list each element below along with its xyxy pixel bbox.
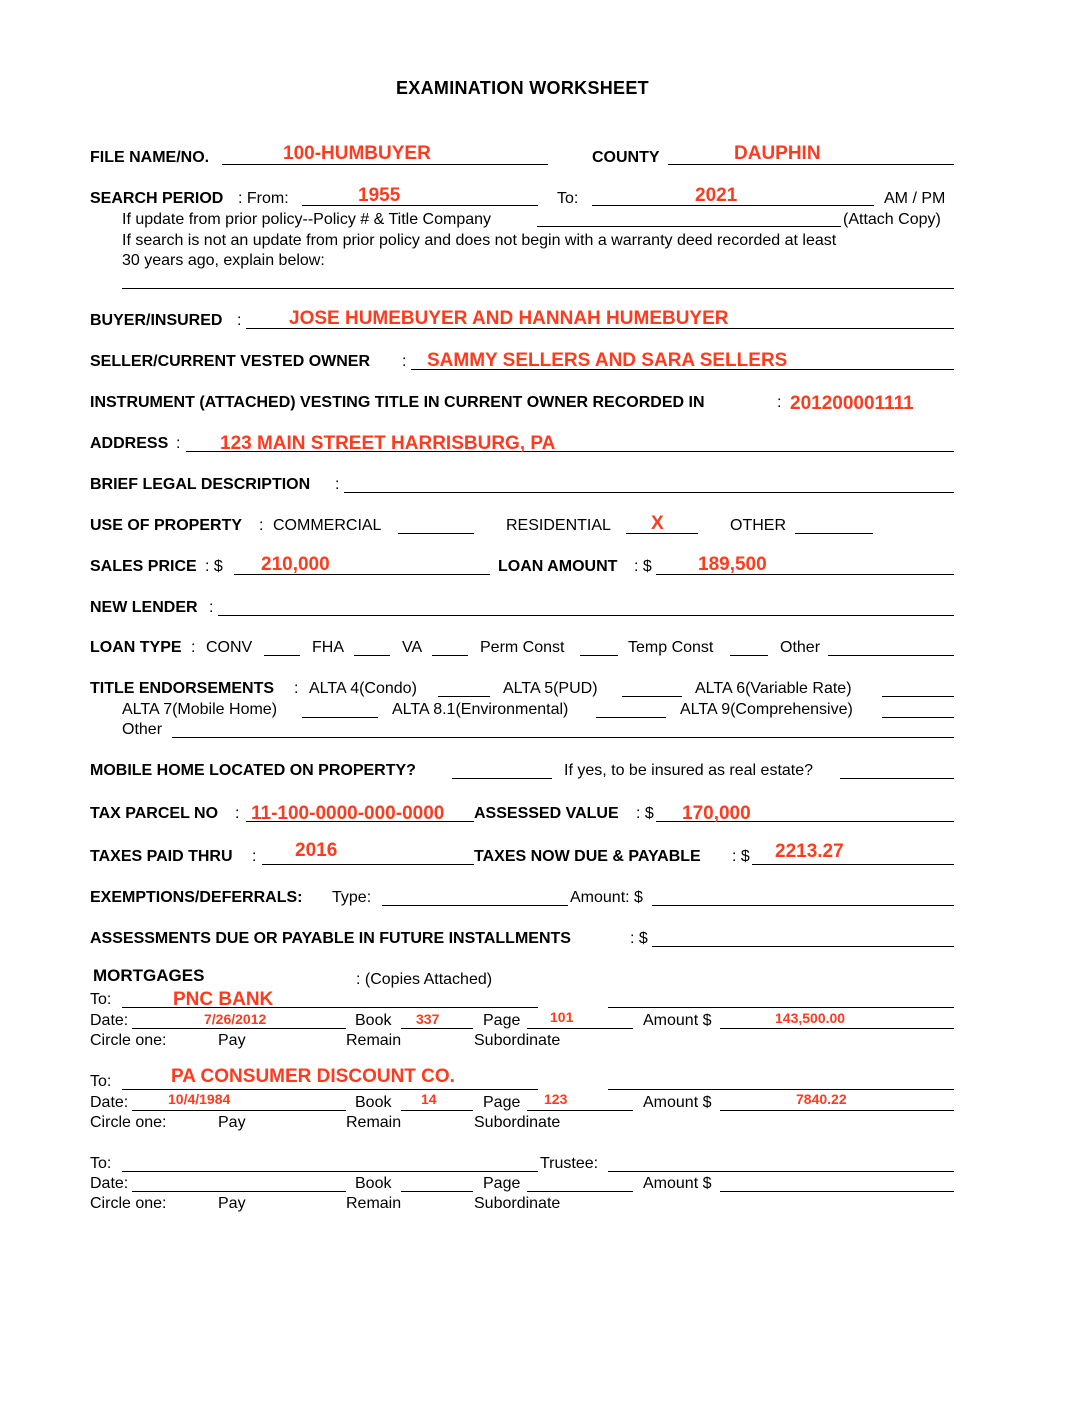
m2-remain-option[interactable]: Remain xyxy=(346,1114,402,1131)
assessments-line[interactable] xyxy=(652,946,954,947)
file-name-label: FILE NAME/NO. xyxy=(90,149,210,166)
m3-to-label: To: xyxy=(90,1155,112,1172)
search-from-label: : From: xyxy=(238,190,289,207)
m3-date-label: Date: xyxy=(90,1175,129,1192)
assessments-label: ASSESSMENTS DUE OR PAYABLE IN FUTURE INSTALLMENTS xyxy=(90,930,571,947)
m1-book-label: Book xyxy=(355,1012,392,1029)
residential-label: RESIDENTIAL xyxy=(506,517,611,534)
m3-page-line[interactable] xyxy=(527,1191,633,1192)
loan-type-colon: : xyxy=(191,639,196,656)
taxes-due-line xyxy=(752,864,954,865)
alta7-label: ALTA 7(Mobile Home) xyxy=(122,701,278,718)
temp-const-line[interactable] xyxy=(730,655,768,656)
m3-pay-option[interactable]: Pay xyxy=(218,1195,246,1212)
loan-amount-dollar: : $ xyxy=(634,558,652,575)
taxes-due-value[interactable]: 2213.27 xyxy=(775,841,844,862)
new-lender-label: NEW LENDER xyxy=(90,599,198,616)
m1-book-line xyxy=(401,1028,473,1029)
perm-const-line[interactable] xyxy=(580,655,618,656)
m2-pay-option[interactable]: Pay xyxy=(218,1114,246,1131)
buyer-label: BUYER/INSURED xyxy=(90,312,223,329)
m1-pay-option[interactable]: Pay xyxy=(218,1032,246,1049)
va-line[interactable] xyxy=(432,655,468,656)
use-colon: : xyxy=(259,517,264,534)
alta5-label: ALTA 5(PUD) xyxy=(503,680,598,697)
assessed-value[interactable]: 170,000 xyxy=(682,803,751,824)
m2-amount-line xyxy=(720,1110,954,1111)
m2-trustee-line[interactable] xyxy=(608,1089,954,1090)
endorsements-colon: : xyxy=(294,680,299,697)
m1-amount-label: Amount $ xyxy=(643,1012,712,1029)
legal-label: BRIEF LEGAL DESCRIPTION xyxy=(90,476,311,493)
instrument-colon: : xyxy=(777,394,782,411)
buyer-value[interactable]: JOSE HUMEBUYER AND HANNAH HUMEBUYER xyxy=(289,308,729,329)
seller-value[interactable]: SAMMY SELLERS AND SARA SELLERS xyxy=(427,350,788,371)
m1-page-label: Page xyxy=(483,1012,521,1029)
endorse-other-line[interactable] xyxy=(172,737,954,738)
exemptions-type-label: Type: xyxy=(332,889,372,906)
m3-circle-label: Circle one: xyxy=(90,1195,167,1212)
sales-price-label: SALES PRICE xyxy=(90,558,197,575)
commercial-line[interactable] xyxy=(398,533,474,534)
m3-amount-line[interactable] xyxy=(720,1191,954,1192)
page-title: EXAMINATION WORKSHEET xyxy=(396,78,649,98)
perm-const-label: Perm Const xyxy=(480,639,565,656)
m2-to-label: To: xyxy=(90,1073,112,1090)
m2-book-value[interactable]: 14 xyxy=(421,1091,437,1107)
m2-date-label: Date: xyxy=(90,1094,129,1111)
m2-date-value[interactable]: 10/4/1984 xyxy=(168,1091,231,1107)
search-from-line xyxy=(302,205,538,206)
fha-label: FHA xyxy=(312,639,344,656)
address-colon: : xyxy=(176,435,181,452)
explain-text-2: 30 years ago, explain below: xyxy=(122,252,325,269)
residential-mark[interactable]: X xyxy=(651,513,664,534)
seller-label: SELLER/CURRENT VESTED OWNER xyxy=(90,353,371,370)
taxes-due-dollar: : $ xyxy=(732,848,750,865)
tax-parcel-value[interactable]: 11-100-0000-000-0000 xyxy=(251,803,445,824)
loan-type-label: LOAN TYPE xyxy=(90,639,182,656)
alta4-line[interactable] xyxy=(438,696,490,697)
explain-line xyxy=(122,288,954,289)
mortgages-label: MORTGAGES xyxy=(93,966,205,985)
m3-book-label: Book xyxy=(355,1175,392,1192)
exemptions-amount-line[interactable] xyxy=(652,905,954,906)
m2-amount-label: Amount $ xyxy=(643,1094,712,1111)
m3-amount-label: Amount $ xyxy=(643,1175,712,1192)
mobile-home-label: MOBILE HOME LOCATED ON PROPERTY? xyxy=(90,762,416,779)
county-label: COUNTY xyxy=(592,149,660,166)
m1-page-line xyxy=(527,1028,633,1029)
explain-text-1: If search is not an update from prior policy and does not begin with a warranty deed recorded at least xyxy=(122,232,837,249)
instrument-label: INSTRUMENT (ATTACHED) VESTING TITLE IN CURRENT OWNER RECORDED IN xyxy=(90,394,705,411)
m1-page-value[interactable]: 101 xyxy=(550,1009,574,1025)
tax-parcel-label: TAX PARCEL NO xyxy=(90,805,219,822)
taxes-paid-label: TAXES PAID THRU xyxy=(90,848,233,865)
attach-copy-text: (Attach Copy) xyxy=(843,211,941,228)
search-to-value[interactable]: 2021 xyxy=(695,185,738,206)
taxes-due-label: TAXES NOW DUE & PAYABLE xyxy=(474,848,701,865)
policy-line xyxy=(537,226,841,227)
address-value[interactable]: 123 MAIN STREET HARRISBURG, PA xyxy=(220,433,556,454)
sales-price-dollar: : $ xyxy=(205,558,223,575)
update-prior-text: If update from prior policy--Policy # & Title Company xyxy=(122,211,492,228)
alta4-label: ALTA 4(Condo) xyxy=(309,680,417,697)
new-lender-line[interactable] xyxy=(218,615,954,616)
am-pm-label: AM / PM xyxy=(884,190,946,207)
file-name-value[interactable]: 100-HUMBUYER xyxy=(283,143,431,164)
m2-subordinate-option[interactable]: Subordinate xyxy=(474,1114,561,1131)
exemptions-type-line[interactable] xyxy=(382,905,568,906)
va-label: VA xyxy=(402,639,423,656)
m1-amount-line xyxy=(720,1028,954,1029)
other-loan-line[interactable] xyxy=(828,655,954,656)
m2-book-label: Book xyxy=(355,1094,392,1111)
if-yes-label: If yes, to be insured as real estate? xyxy=(564,762,814,779)
m3-trustee-label: Trustee: xyxy=(540,1155,599,1172)
m1-trustee-line[interactable] xyxy=(608,1007,954,1008)
legal-colon: : xyxy=(335,476,340,493)
alta5-line[interactable] xyxy=(622,696,682,697)
m2-to-line xyxy=(122,1089,538,1090)
conv-line[interactable] xyxy=(264,655,300,656)
endorse-other-label: Other xyxy=(122,721,163,738)
if-yes-line[interactable] xyxy=(840,778,954,779)
search-from-value[interactable]: 1955 xyxy=(358,185,401,206)
exemptions-label: EXEMPTIONS/DEFERRALS: xyxy=(90,889,303,906)
address-label: ADDRESS xyxy=(90,435,169,452)
assessed-dollar: : $ xyxy=(636,805,654,822)
other-use-line[interactable] xyxy=(795,533,873,534)
search-to-label: To: xyxy=(557,190,579,207)
m1-date-value[interactable]: 7/26/2012 xyxy=(204,1011,267,1027)
other-use-label: OTHER xyxy=(730,517,786,534)
alta6-line[interactable] xyxy=(882,696,954,697)
m2-date-line xyxy=(132,1110,346,1111)
m1-circle-label: Circle one: xyxy=(90,1032,167,1049)
fha-line[interactable] xyxy=(354,655,390,656)
county-value[interactable]: DAUPHIN xyxy=(734,143,821,164)
alta9-label: ALTA 9(Comprehensive) xyxy=(680,701,853,718)
taxes-paid-line xyxy=(262,864,474,865)
m3-remain-option[interactable]: Remain xyxy=(346,1195,402,1212)
alta7-line[interactable] xyxy=(302,717,378,718)
temp-const-label: Temp Const xyxy=(628,639,714,656)
m2-to-value[interactable]: PA CONSUMER DISCOUNT CO. xyxy=(171,1066,455,1087)
alta81-label: ALTA 8.1(Environmental) xyxy=(392,701,569,718)
commercial-label: COMMERCIAL xyxy=(273,517,382,534)
tax-parcel-colon: : xyxy=(235,805,240,822)
lender-colon: : xyxy=(209,599,214,616)
copies-attached-label: : (Copies Attached) xyxy=(356,971,493,988)
taxes-paid-colon: : xyxy=(252,848,257,865)
m1-to-label: To: xyxy=(90,991,112,1008)
buyer-colon: : xyxy=(237,312,242,329)
m2-circle-label: Circle one: xyxy=(90,1114,167,1131)
m2-page-line xyxy=(527,1110,633,1111)
m3-to-line[interactable] xyxy=(122,1171,538,1172)
taxes-paid-value[interactable]: 2016 xyxy=(295,840,338,861)
mobile-home-line[interactable] xyxy=(452,778,552,779)
conv-label: CONV xyxy=(206,639,253,656)
m3-book-line[interactable] xyxy=(401,1191,473,1192)
alta9-line[interactable] xyxy=(882,717,954,718)
assessments-dollar: : $ xyxy=(630,930,648,947)
m2-amount-value[interactable]: 7840.22 xyxy=(796,1091,847,1107)
m2-page-value[interactable]: 123 xyxy=(544,1091,568,1107)
m2-page-label: Page xyxy=(483,1094,521,1111)
m1-to-value[interactable]: PNC BANK xyxy=(173,989,274,1010)
use-label: USE OF PROPERTY xyxy=(90,517,243,534)
m1-subordinate-option[interactable]: Subordinate xyxy=(474,1032,561,1049)
alta6-label: ALTA 6(Variable Rate) xyxy=(695,680,852,697)
alta81-line[interactable] xyxy=(596,717,666,718)
seller-colon: : xyxy=(402,353,407,370)
endorsements-label: TITLE ENDORSEMENTS xyxy=(90,680,275,697)
m1-remain-option[interactable]: Remain xyxy=(346,1032,402,1049)
m1-book-value[interactable]: 337 xyxy=(416,1011,440,1027)
exemptions-amount-label: Amount: $ xyxy=(570,889,643,906)
m3-page-label: Page xyxy=(483,1175,521,1192)
legal-line xyxy=(344,492,954,493)
m1-amount-value[interactable]: 143,500.00 xyxy=(775,1010,846,1026)
loan-amount-label: LOAN AMOUNT xyxy=(498,558,618,575)
other-loan-label: Other xyxy=(780,639,821,656)
instrument-value[interactable]: 201200001111 xyxy=(790,393,914,414)
loan-amount-value[interactable]: 189,500 xyxy=(698,554,767,575)
m3-subordinate-option[interactable]: Subordinate xyxy=(474,1195,561,1212)
search-period-label: SEARCH PERIOD xyxy=(90,190,224,207)
m3-date-line[interactable] xyxy=(132,1191,346,1192)
sales-price-value[interactable]: 210,000 xyxy=(261,554,330,575)
m3-trustee-line[interactable] xyxy=(608,1171,954,1172)
m1-date-label: Date: xyxy=(90,1012,129,1029)
assessed-value-label: ASSESSED VALUE xyxy=(474,805,619,822)
m1-date-line xyxy=(132,1028,346,1029)
m2-book-line xyxy=(401,1110,473,1111)
